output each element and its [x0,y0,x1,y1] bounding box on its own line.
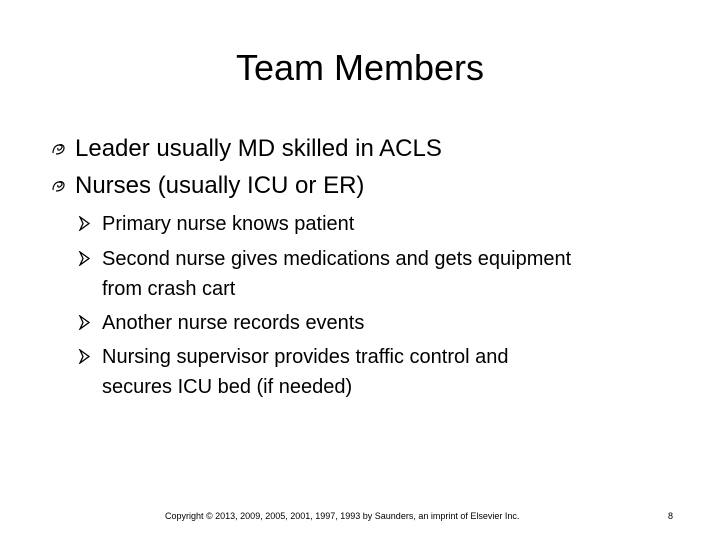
sub-bullet-text: Primary nurse knows patient [102,213,355,235]
bullet-text: Nurses (usually ICU or ER) [75,172,365,199]
arrowhead-bullet-icon [78,349,91,364]
arrowhead-bullet-icon [78,315,91,330]
scroll-bullet-icon [52,143,65,155]
sub-bullet-text: Another nurse records events [102,312,365,334]
copyright-footer: Copyright © 2013, 2009, 2005, 2001, 1997, 1993 by Saunders, an imprint of Elsevier Inc. [165,511,520,521]
sub-bullet-text-continuation: secures ICU bed (if needed) [102,376,353,398]
sub-bullet-text: Nursing supervisor provides traffic control and [102,346,509,368]
sub-bullet-text-continuation: from crash cart [102,278,236,300]
bullet-text: Leader usually MD skilled in ACLS [75,135,442,162]
sub-bullet-text: Second nurse gives medications and gets equipment [102,248,572,270]
slide-title: Team Members [235,47,485,88]
arrowhead-bullet-icon [78,216,91,231]
scroll-bullet-icon [52,180,65,192]
page-number: 8 [668,511,674,521]
arrowhead-bullet-icon [78,251,91,266]
